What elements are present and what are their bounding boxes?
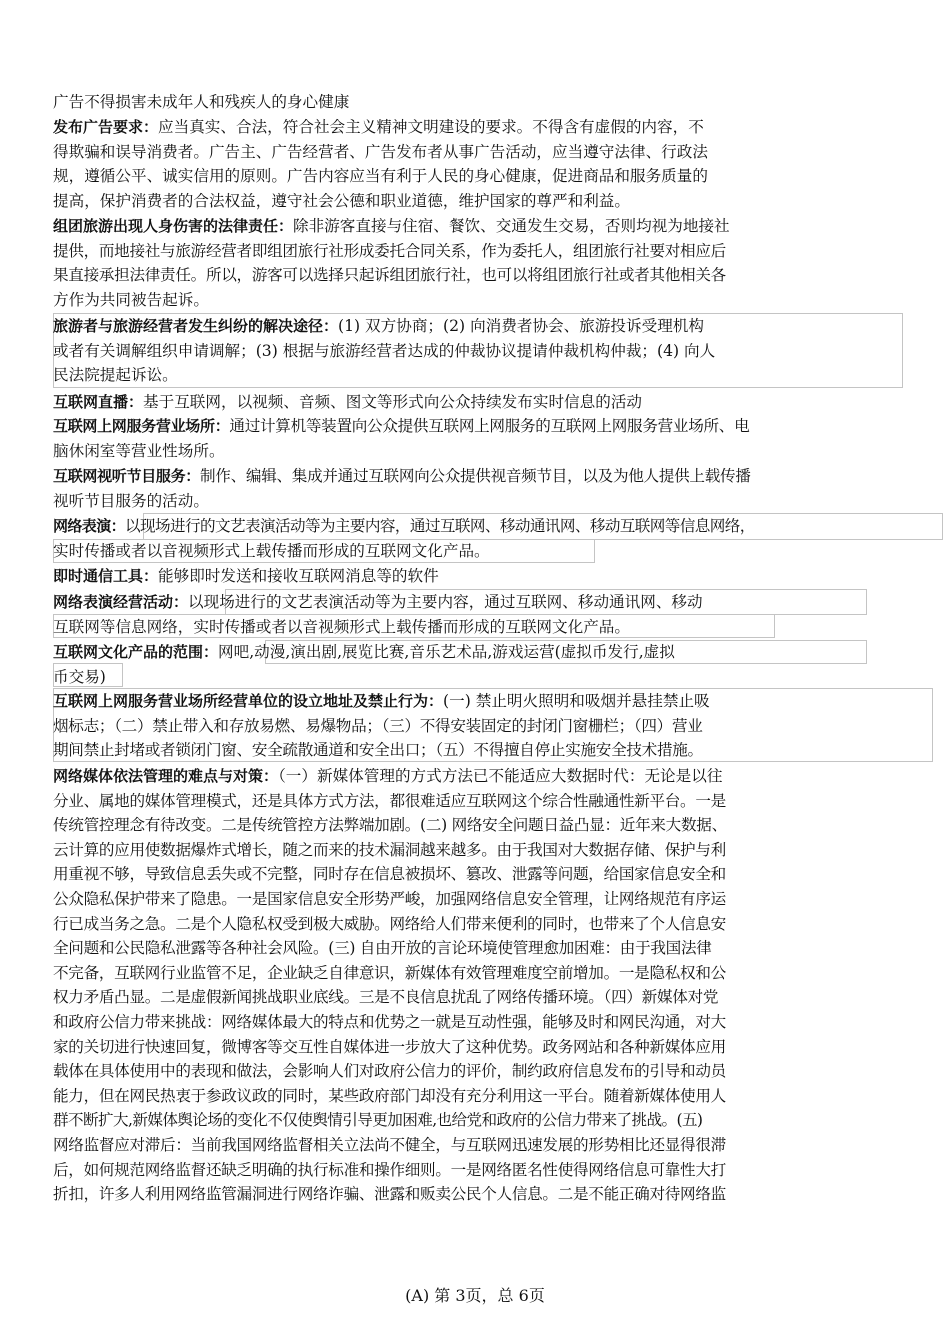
- media-mgmt-line: 群不断扩大,新媒体舆论场的变化不仅使舆情引导更加困难,也给党和政府的公信力带来了挑战。(五): [53, 1111, 703, 1130]
- tour-injury-term: 组团旅游出现人身伤害的法律责任：: [53, 217, 294, 235]
- net-perf-term: 网络表演：: [53, 517, 126, 535]
- live-line: 基于互联网，以视频、音频、图文等形式向公众持续发布实时信息的活动: [143, 393, 643, 411]
- media-mgmt-line: 不完备，互联网行业监管不足，企业缺乏自律意识，新媒体有效管理难度空前增加。一是隐私权和公: [53, 963, 726, 982]
- net-venue-term: 互联网上网服务营业场所：: [53, 417, 230, 435]
- dispute-line: 民法院提起诉讼。: [53, 366, 178, 385]
- page-footer: [0, 1284, 950, 1308]
- im-section: [53, 564, 439, 589]
- media-mgmt-line: 能力，但在网民热衷于参政议政的同时，某些政府部门却没有充分利用这一平台。随着新媒体使用人: [53, 1086, 726, 1105]
- media-mgmt-line: 用重视不够，导致信息丢失或不完整，同时存在信息被损坏、篡改、泄露等问题，给国家信息安全和: [53, 865, 726, 884]
- media-mgmt-line: 传统管控理念有待改变。二是传统管控方法弊端加剧。(二) 网络安全问题日益凸显：近年来大数据、: [53, 816, 727, 835]
- net-venue-line: 脑休闲室等营业性场所。: [53, 441, 225, 460]
- live-term: 互联网直播：: [53, 393, 144, 411]
- tour-injury-section: [53, 214, 730, 312]
- media-mgmt-line: 全问题和公民隐私泄露等各种社会风险。(三) 自由开放的言论环境使管理愈加困难：由于我国法律: [53, 939, 712, 958]
- av-service-term: 互联网视听节目服务：: [53, 467, 201, 485]
- venue-rules-term: 互联网上网服务营业场所经营单位的设立地址及禁止行为：: [53, 692, 444, 710]
- media-mgmt-line: 权力矛盾凸显。二是虚假新闻挑战职业底线。三是不良信息扰乱了网络传播环境。（四）新媒体对党: [53, 988, 719, 1007]
- im-term: 即时通信工具：: [53, 567, 159, 585]
- ad-requirements-section: [53, 115, 708, 213]
- ad-requirements-line: 应当真实、合法，符合社会主义精神文明建设的要求。不得含有虚假的内容，不: [158, 118, 704, 136]
- av-service-line: 视听节目服务的活动。: [53, 491, 209, 510]
- culture-scope-term: 互联网文化产品的范围：: [53, 643, 219, 661]
- media-mgmt-line: 公众隐私保护带来了隐患。一是国家信息安全形势严峻，加强网络信息安全管理，让网络规范有序运: [53, 889, 726, 908]
- page-number-label: (A) 第 3页，总 6页: [405, 1286, 545, 1305]
- media-mgmt-line: 和政府公信力带来挑战：网络媒体最大的特点和优势之一就是互动性强，能够及时和网民沟通，对大: [53, 1012, 726, 1031]
- net-perf-biz-term: 网络表演经营活动：: [53, 593, 189, 611]
- tour-injury-line: 方作为共同被告起诉。: [53, 290, 209, 309]
- media-mgmt-line: 载体在具体使用中的表现和做法，会影响人们对政府公信力的评价，制约政府信息发布的引导和动员: [53, 1062, 726, 1081]
- net-perf-line: 实时传播或者以音视频形式上载传播而形成的互联网文化产品。: [53, 541, 490, 560]
- tour-injury-line: 除非游客直接与住宿、餐饮、交通发生交易，否则均视为地接社: [293, 217, 730, 235]
- av-service-section: [53, 464, 751, 513]
- ad-requirements-line: 得欺骗和误导消费者。广告主、广告经营者、广告发布者从事广告活动，应当遵守法律、行政法: [53, 142, 708, 161]
- media-mgmt-line: 后，如何规范网络监督还缺乏明确的执行标准和操作细则。一是网络匿名性使得网络信息可靠性大打: [53, 1160, 726, 1179]
- net-perf-biz-line: 互联网等信息网络，实时传播或者以音视频形式上载传播而形成的互联网文化产品。: [53, 617, 630, 636]
- media-mgmt-line: 云计算的应用使数据爆炸式增长，随之而来的技术漏洞越来越多。由于我国对大数据存储、保护与利: [53, 840, 726, 859]
- intro-line: 广告不得损害未成年人和残疾人的身心健康: [53, 93, 350, 111]
- av-service-line: 制作、编辑、集成并通过互联网向公众提供视音频节目，以及为他人提供上载传播: [200, 467, 751, 485]
- tour-injury-line: 提供，而地接社与旅游经营者即组团旅行社形成委托合同关系，作为委托人，组团旅行社要对相应后: [53, 241, 726, 260]
- ad-requirements-line: 提高，保护消费者的合法权益，遵守社会公德和职业道德，维护国家的尊严和利益。: [53, 191, 630, 210]
- culture-scope-line: 网吧,动漫,演出剧,展览比赛,音乐艺术品,游戏运营(虚拟币发行,虚拟: [218, 643, 675, 661]
- net-venue-section: [53, 414, 749, 463]
- venue-rules-line: 期间禁止封堵或者锁闭门窗、安全疏散通道和安全出口；（五）不得擅自停止实施安全技术措施。: [53, 741, 703, 760]
- dispute-term: 旅游者与旅游经营者发生纠纷的解决途径：: [53, 317, 339, 335]
- venue-rules-line: (一) 禁止明火照明和吸烟并悬挂禁止吸: [443, 692, 710, 710]
- media-mgmt-line: 家的关切进行快速回复，微博客等交互性自媒体进一步放大了这种优势。政务网站和各种新媒体应用: [53, 1037, 726, 1056]
- media-mgmt-line: （一）新媒体管理的方式方法已不能适应大数据时代：无论是以往: [278, 767, 723, 785]
- media-mgmt-line: 折扣，许多人利用网络监管漏洞进行网络诈骗、泄露和贩卖公民个人信息。二是不能正确对待网络监: [53, 1185, 726, 1204]
- culture-scope-line: 币交易): [53, 667, 106, 686]
- intro-section: [53, 90, 349, 115]
- im-line: 能够即时发送和接收互联网消息等的软件: [158, 567, 439, 585]
- media-mgmt-term: 网络媒体依法管理的难点与对策：: [53, 767, 279, 785]
- venue-rules-section: [53, 689, 710, 763]
- dispute-line: 或者有关调解组织申请调解；(3) 根据与旅游经营者达成的仲裁协议提请仲裁机构仲裁；(4) 向人: [53, 341, 716, 360]
- tour-injury-line: 果直接承担法律责任。所以，游客可以选择只起诉组团旅行社，也可以将组团旅行社或者其他相关各: [53, 266, 726, 285]
- net-venue-line: 通过计算机等装置向公众提供互联网上网服务的互联网上网服务营业场所、电: [229, 417, 750, 435]
- live-section: [53, 390, 642, 415]
- net-perf-biz-line: 以现场进行的文艺表演活动等为主要内容，通过互联网、移动通讯网、移动: [188, 593, 703, 611]
- ad-requirements-line: 规，遵循公平、诚实信用的原则。广告内容应当有利于人民的身心健康，促进商品和服务质量的: [53, 167, 708, 186]
- media-mgmt-line: 网络监督应对滞后：当前我国网络监督相关立法尚不健全，与互联网迅速发展的形势相比还显得很滞: [53, 1135, 726, 1154]
- culture-scope-section: [53, 640, 675, 689]
- dispute-section: [53, 314, 715, 388]
- net-perf-line: 以现场进行的文艺表演活动等为主要内容，通过互联网、移动通讯网、移动互联网等信息网络，: [125, 517, 755, 535]
- net-perf-biz-section: [53, 590, 703, 639]
- dispute-line: (1) 双方协商；(2) 向消费者协会、旅游投诉受理机构: [338, 317, 704, 335]
- media-mgmt-line: 分业、属地的媒体管理模式，还是具体方式方法，都很难适应互联网这个综合性融通性新平台。一是: [53, 791, 726, 810]
- venue-rules-line: 烟标志；（二）禁止带入和存放易燃、易爆物品；（三）不得安装固定的封闭门窗栅栏；（四）营业: [53, 716, 703, 735]
- net-perf-section: [53, 514, 755, 563]
- ad-requirements-term: 发布广告要求：: [53, 118, 159, 136]
- media-mgmt-line: 行已成当务之急。二是个人隐私权受到极大威胁。网络给人们带来便利的同时，也带来了个人信息安: [53, 914, 726, 933]
- media-mgmt-section: [53, 764, 727, 1207]
